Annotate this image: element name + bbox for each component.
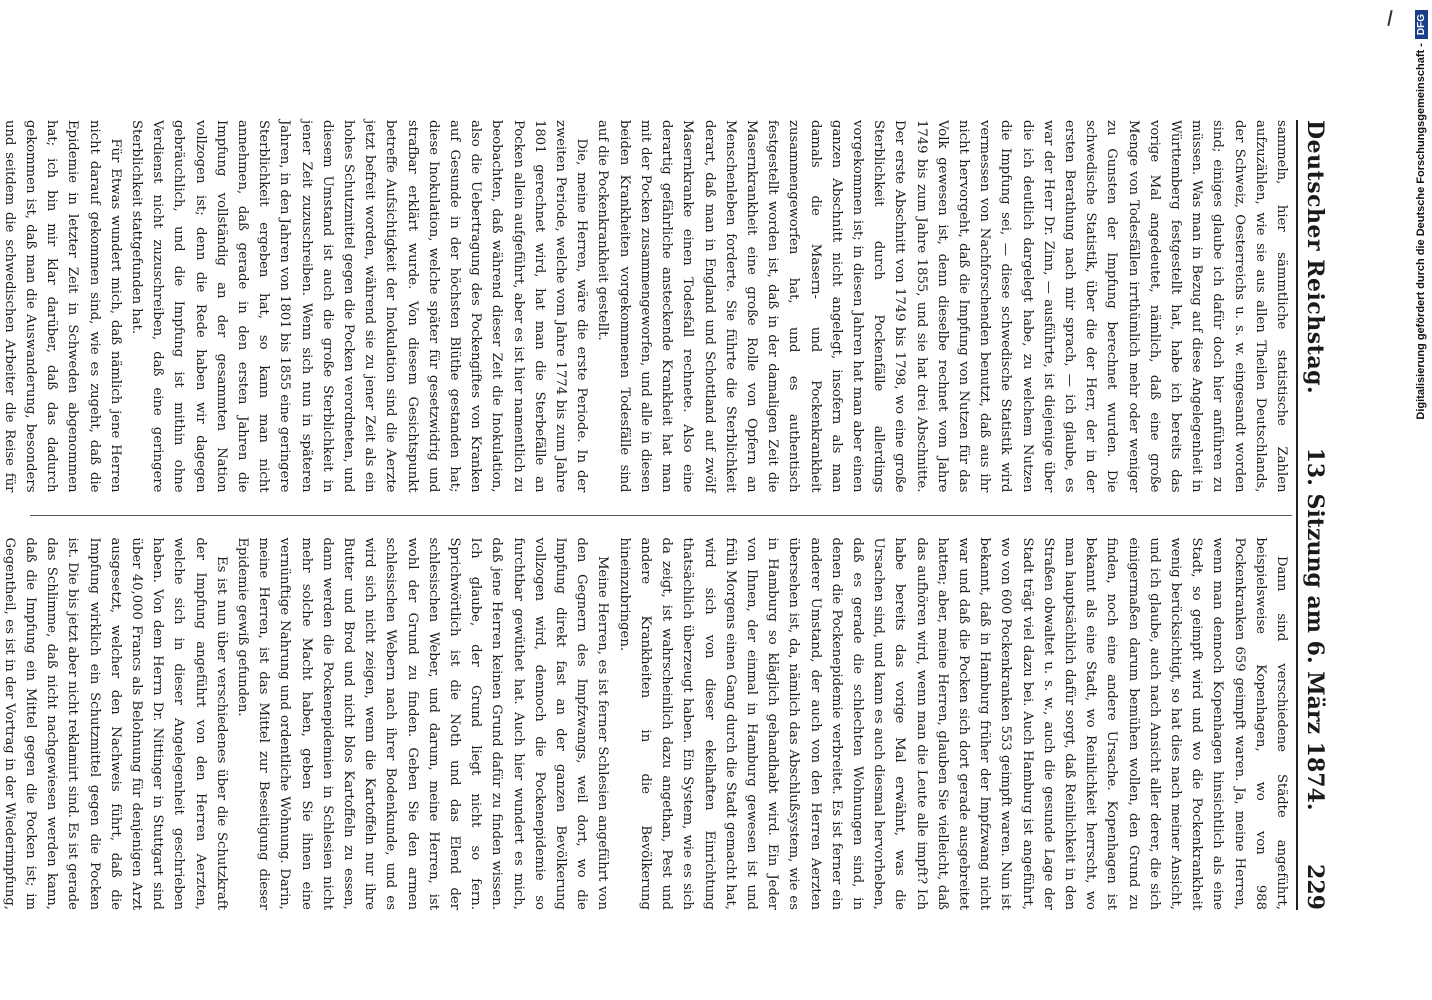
credit-text: Digitalisierung gefördert durch die Deutsche Forschungsgemeinschaft -: [1415, 43, 1427, 420]
left-column: [1, 120, 1292, 493]
page-number: 229: [1302, 864, 1328, 910]
right-column: [1, 537, 1292, 911]
paragraph: Dann sind verschiedene Städte angeführt, beispielsweise Kopenhagen, wo von 988 Pockenkranken 659 geimpft waren. Ja, meine Herren, wenn man dennoch Kopenhagen hinsichtlich als eine Stadt, so geimpft wird und wo die Pockenkrankheit wenig berücksichtigt, so hat dies nach meiner Ansicht, und ich glaube, auch nach Ansicht aller derer, die sich einigermaßen darum bemühen wollen, den Grund zu finden, noch eine andere Ursache. Kopenhagen ist bekannt als eine Stadt, wo Reinlichkeit herrscht, wo man hauptsächlich dafür sorgt, daß Reinlichkeit in den Straßen obwaltet u. s. w., auch die gesunde Lage der Stadt trägt viel dazu bei. Auch Hamburg ist angeführt, wo von 600 Pockenkranken 553 geimpft waren. Nun ist bekannt, daß in Hamburg früher der Impfzwang nicht war und daß die Pocken sich dort gerade ausgebreitet hatten; aber, meine Herren, glauben Sie vielleicht, daß das aufhören wird, wenn man die Leute alle impft? Ich habe bereits das vorige Mal erwähnt, was die Ursachen sind, und kann es auch diesmal hervorheben, daß es gerade die schlechten Wohnungen sind, in denen die Pockenepidemie verbreitet. Es ist ferner ein anderer Umstand, der auch von den Herren Aerzten übersehen ist, da, nämlich das Abschlußsystem, wie es in Hamburg so kläglich gehandhabt wird. Ein Jeder von Ihnen, der einmal in Hamburg gewesen ist und früh Morgens einen Gang durch die Stadt gemacht hat, wird sich von dieser ekelhaften Einrichtung thatsächlich überzeugt haben. Ein System, wie es sich da zeigt, ist wahrscheinlich dazu angethan, Pest und andere Krankheiten in die Bevölkerung hineinzubringen.: [616, 537, 1289, 910]
text-columns: [1, 120, 1292, 910]
paragraph: Es ist nun über verschiedenes über die Schutzkraft der Impfung angeführt von den Herren Aerzten, welche sich in dieser Angelegenheit geschrieben haben. Von dem Herrn Dr. Nittinger in Stuttgart sind über 40,000 Francs als Belohnung für denjenigen Arzt ausgesetzt, welcher den Nachweis führt, daß die Impfung wirklich ein Schutzmittel gegen die Pocken ist. Die bis jetzt aber nicht reklamirt sind. Es ist gerade das Schlimme, daß nicht nachgewiesen werden kann, daß die Impfung ein Mittel gegen die Pocken ist; im Gegentheil, es ist in der Vortrag in der Wiederimpfung,: [1, 537, 229, 910]
dfg-logo: DFG: [1415, 10, 1428, 39]
page-header: [1296, 120, 1342, 910]
publication-title: Deutscher Reichstag.: [1302, 120, 1328, 395]
paragraph: Für Etwas wundert mich, daß nämlich jene Herren nicht darauf gekommen sind, wie es zugeht, daß die Epidemie in letzter Zeit in Schweden abgenommen hat; ich bin mir klar darüber, daß das dadurch gekommen ist, daß man die Auswanderung, besonders und seitdem die schwedischen Arbeiter die Reise für: [1, 120, 123, 493]
paragraph: Meine Herren, es ist ferner Schlesien angeführt von den Gegnern des Impfzwangs, weil dort, wo die Impfung direkt fast an der ganzen Bevölkerung vollzogen wird, dennoch die Pockenepidemie so furchtbar gewüthet hat. Auch hier wundert es mich, daß jene Herren keinen Grund dafür zu finden wissen. Ich glaube, der Grund liegt nicht so fern. Sprichwörtlich ist die Noth und das Elend der schlesischen Weber, und darum, meine Herren, ist wohl der Grund zu finden. Geben Sie den armen schlesischen Webern nach ihrer Bodenkunde, und es wird sich nicht zeigen, wenn die Kartoffeln nur ihre Butter und Brod und nicht blos Kartoffeln zu essen, dann werden die Pockenepidemien in Schlesien nicht mehr solche Macht haben, geben Sie ihnen eine vernünftige Nahrung und ordentliche Wohnung. Darin, meine Herren, ist das Mittel zur Beseitigung dieser Epidemie gewiß gefunden.: [235, 537, 611, 910]
session-title: 13. Sitzung am 6. März 1874.: [1302, 447, 1328, 811]
column-divider: [30, 515, 1292, 516]
dfg-credit: [1411, 0, 1431, 1000]
paragraph: Die, meine Herren, wäre die erste Periode. In der zweiten Periode, welche vom Jahre 1774 bis zum Jahre 1801 gerechnet wird, hat man die Sterbefälle an Pocken allein aufgeführt, aber es ist hier namentlich zu beobachten, daß während dieser Zeit die Inokulation, also die Uebertragung des Pockengiftes von Kranken auf Gesunde in der höchsten Blüthe gestanden hat; diese Inokulation, welche später für gesetzwidrig und strafbar erklärt wurde. Von diesem Gesichtspunkt betreffe Aufsichtigkeit der Inokulation sind die Aerzte jetzt befreit worden, während sie zu jener Zeit als ein hohes Schutzmittel gegen die Pocken verordneten, und diesem Umstand ist auch die große Sterblichkeit in jener Zeit zuzuschreiben. Wenn sich nun in späteren Jahren, in den Jahren von 1801 bis 1855 eine geringere Sterblichkeit ergeben hat, so kann man nicht annehmen, daß gerade in den ersten Jahren die Impfung vollständig an der gesammten Nation vollzogen ist; denn die Rede haben wir dagegen gebräuchlich, und die Impfung ist mithin ohne Verdienst nicht zuzuschreiben, daß eine geringere Sterblichkeit stattgefunden hat.: [129, 120, 590, 493]
paragraph: sammeln, hier sämmtliche statistische Zahlen aufzuzählen, wie sie aus allen Theilen Deutschlands, der Schweiz, Oesterreichs u. s. w. eingesandt worden sind; einiges glaube ich dafür doch hier anführen zu müssen. Was man in Bezug auf diese Angelegenheit in Württemberg festgestellt hat, habe ich bereits das vorige Mal angedeutet, nämlich, daß eine große Menge von Todesfällen irrthümlich mehr oder weniger zu Gunsten der Impfung berechnet wurden. Die schwedische Statistik, über die der Herr, der in der ersten Berathung nach mir sprach, — ich glaube, es war der Herr Dr. Zinn, — ausführte, ist diejenige über die ich deutlich dargelegt habe, zu welchem Nutzen die Impfung sei, — diese schwedische Statistik wird vermessen von Nachforschenden benutzt, daß aus ihr nicht hervorgeht, daß die Impfung von Nutzen für das Volk gewesen ist, denn dieselbe rechnet vom Jahre 1749 bis zum Jahre 1855, und sie hat drei Abschnitte. Der erste Abschnitt von 1749 bis 1798, wo eine große Sterblichkeit durch Pockenfälle allerdings vorgekommen ist; in diesen Jahren hat man aber einen ganzen Abschnitt nicht angelegt, insofern als man damals die Masern- und Pockenkrankheit zusammengeworfen hat, und es authentisch festgestellt worden ist, daß in der damaligen Zeit die Masernkrankheit eine große Rolle von Opfern an Menschenleben forderte. Sie führte die Sterblichkeit derart, daß man in England und Schottland auf zwölf Masernkranke einen Todesfall rechnete. Also eine derartig gefährliche ansteckende Krankheit hat man mit der Pocken zusammengeworfen, und alle in diesen beiden Krankheiten vorgekommenen Todesfälle sind auf die Pockenkrankheit gestellt.: [595, 120, 1289, 493]
